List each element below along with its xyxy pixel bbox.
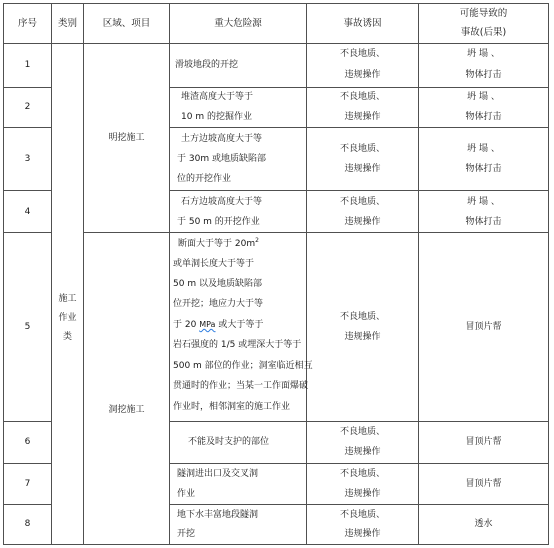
row5-hazard-line: 或单洞长度大于等于 — [173, 259, 255, 269]
border-open-cut-bottom — [83, 232, 549, 233]
row4-seq: 4 — [24, 207, 31, 217]
border-col-category — [83, 3, 84, 545]
row1-seq: 1 — [24, 60, 31, 70]
row8-hazard-line: 地下水丰富地段隧洞 — [177, 510, 259, 520]
row4-hazard-line: 石方边坡高度大于等 — [181, 197, 263, 207]
border-row5-bottom-right — [169, 421, 549, 422]
row2-accident-line: 坍 塌 、 — [467, 92, 500, 102]
row3-accident-line: 物体打击 — [465, 164, 502, 174]
row5-hazard-line: 500 m 部位的作业；洞室临近相互 — [173, 361, 313, 371]
row1-accident-line: 坍 塌 、 — [467, 49, 500, 59]
row5-accident-line: 冒顶片帮 — [465, 322, 502, 332]
border-row5-bottom — [3, 421, 51, 422]
row6-cause-line: 违规操作 — [344, 447, 381, 457]
row5-hazard-line: 位开挖；地应力大于等 — [173, 299, 264, 309]
row5-hazard-line: 断面大于等于 $20m^2$ — [178, 237, 259, 249]
row1-accident-line: 物体打击 — [465, 70, 502, 80]
header-hazard: 重大危险源 — [214, 18, 262, 29]
row5-cause-line: 不良地质、 — [339, 312, 385, 322]
row6-hazard-line: 不能及时支护的部位 — [188, 437, 270, 447]
border-row1-bottom-right — [169, 87, 549, 88]
row6-accident-line: 冒顶片帮 — [465, 437, 502, 447]
row2-hazard-line: 堆渣高度大于等于 — [181, 92, 254, 102]
row2-cause-line: 不良地质、 — [339, 92, 385, 102]
border-top — [3, 3, 549, 4]
category-line: 作业 — [58, 313, 77, 323]
row5-seq: 5 — [24, 322, 31, 332]
border-row6-bottom — [3, 463, 51, 464]
row5-cause-line: 违规操作 — [344, 332, 381, 342]
border-row3-bottom — [3, 190, 51, 191]
border-col-hazard — [306, 3, 307, 545]
border-row7-bottom — [3, 504, 51, 505]
row4-accident-line: 物体打击 — [465, 217, 502, 227]
row7-hazard-line: 隧洞进出口及交叉洞 — [177, 469, 259, 479]
border-col-seq — [51, 3, 52, 545]
border-header-bottom — [3, 43, 549, 44]
row6-seq: 6 — [24, 437, 31, 447]
row3-hazard-line: 位的开挖作业 — [177, 174, 232, 184]
border-right — [548, 3, 549, 545]
border-bottom — [3, 544, 549, 545]
row5-hazard-line: 作业时，相邻洞室的施工作业 — [173, 402, 291, 412]
row2-accident-line: 物体打击 — [465, 112, 502, 122]
row6-cause-line: 不良地质、 — [339, 427, 385, 437]
header-seq: 序号 — [17, 18, 37, 29]
header-accident-line1: 可能导致的 — [459, 8, 508, 19]
row5-hazard-line: 岩石强度的 1/5 或埋深大于等于 — [173, 340, 302, 350]
border-row2-bottom-right — [169, 127, 549, 128]
border-row7-bottom-right — [169, 504, 549, 505]
area-open-cut: 明挖施工 — [108, 133, 145, 143]
row5-hazard-line: 50 m 以及地质缺陷部 — [173, 279, 262, 289]
header-cause: 事故诱因 — [343, 18, 382, 29]
border-left — [3, 3, 4, 545]
row3-cause-line: 不良地质、 — [339, 144, 385, 154]
row8-cause-line: 不良地质、 — [339, 510, 385, 520]
row2-cause-line: 违规操作 — [344, 112, 381, 122]
row1-cause-line: 不良地质、 — [339, 49, 385, 59]
header-accident-line2: 事故(后果) — [460, 27, 507, 38]
row8-hazard-line: 开挖 — [177, 529, 196, 539]
row5-hazard-line: 贯通时的作业；当某一工作面爆破 — [173, 381, 309, 391]
row4-hazard-line: 于 50 m 的开挖作业 — [177, 217, 260, 227]
row8-cause-line: 违规操作 — [344, 529, 381, 539]
row8-accident-line: 透水 — [474, 519, 493, 529]
border-row3-bottom-right — [169, 190, 549, 191]
border-row4-bottom — [3, 232, 51, 233]
border-row6-bottom-right — [169, 463, 549, 464]
row8-seq: 8 — [24, 519, 31, 529]
row7-cause-line: 不良地质、 — [339, 469, 385, 479]
row2-hazard-line: 10 m 的挖掘作业 — [181, 112, 252, 122]
row5-hazard-line: 于 20 MPa 或大于等于 — [173, 320, 264, 330]
row4-cause-line: 违规操作 — [344, 217, 381, 227]
row4-cause-line: 不良地质、 — [339, 197, 385, 207]
border-col-area — [169, 3, 170, 545]
border-row1-bottom — [3, 87, 51, 88]
area-tunnel: 洞挖施工 — [108, 405, 145, 415]
row3-cause-line: 违规操作 — [344, 164, 381, 174]
row2-seq: 2 — [24, 102, 31, 112]
row7-seq: 7 — [24, 479, 31, 489]
row3-seq: 3 — [24, 154, 31, 164]
header-area: 区域、项目 — [102, 18, 151, 29]
row7-accident-line: 冒顶片帮 — [465, 479, 502, 489]
hazard-table — [3, 3, 549, 545]
row7-cause-line: 违规操作 — [344, 489, 381, 499]
border-col-cause — [418, 3, 419, 545]
category-line: 施工 — [58, 294, 77, 304]
border-row2-bottom — [3, 127, 51, 128]
row3-hazard-line: 于 30m 或地质缺陷部 — [177, 154, 266, 164]
row3-hazard-line: 土方边坡高度大于等 — [181, 134, 263, 144]
row1-cause-line: 违规操作 — [344, 70, 381, 80]
category-line: 类 — [62, 332, 72, 342]
row1-hazard-line: 滑坡地段的开挖 — [175, 60, 239, 70]
row4-accident-line: 坍 塌 、 — [467, 197, 500, 207]
row3-accident-line: 坍 塌 、 — [467, 144, 500, 154]
row7-hazard-line: 作业 — [177, 489, 196, 499]
header-category: 类别 — [57, 18, 77, 29]
